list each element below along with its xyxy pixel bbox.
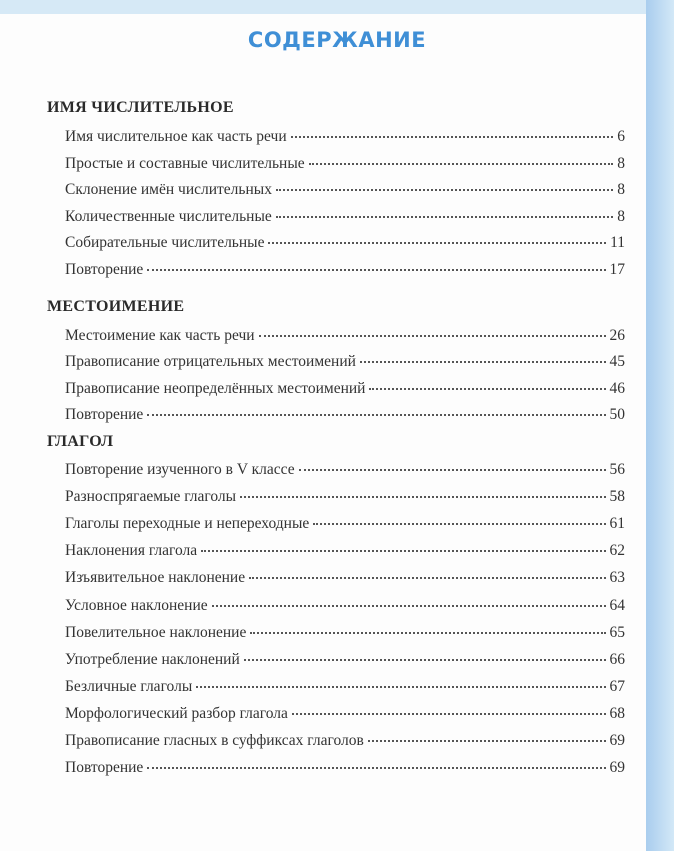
toc-entry[interactable] — [65, 677, 625, 697]
dot-leader — [299, 469, 606, 471]
entry-title: Употребление наклонений — [65, 650, 240, 668]
page-number: 17 — [609, 261, 625, 278]
toc-entry[interactable] — [65, 379, 625, 399]
section-heading: МЕСТОИМЕНИЕ — [47, 298, 185, 315]
page-number: 50 — [609, 406, 625, 424]
entry-title: Безличные глаголы — [65, 677, 193, 695]
entry-title: Местоимение как часть речи — [65, 327, 255, 344]
page-number: 8 — [617, 154, 625, 172]
page-number: 6 — [617, 128, 625, 145]
entry-title: Количественные числительные — [65, 207, 272, 225]
toc-entry[interactable] — [65, 568, 625, 588]
page-number: 8 — [617, 207, 625, 225]
toc-entry[interactable] — [65, 127, 625, 147]
page-number: 45 — [609, 353, 625, 371]
dot-leader — [201, 550, 605, 552]
toc-entry[interactable] — [65, 758, 625, 778]
toc-entry[interactable] — [65, 623, 625, 643]
entry-title: Правописание неопределённых местоимений — [65, 379, 366, 397]
dot-leader — [369, 388, 605, 390]
page-number: 69 — [609, 732, 625, 749]
entry-title: Повторение — [65, 261, 144, 278]
toc-entry[interactable] — [65, 541, 625, 561]
page-number: 11 — [610, 234, 625, 252]
toc-entry[interactable] — [65, 460, 625, 480]
entry-title: Повторение изученного в V классе — [65, 461, 295, 478]
toc-entry[interactable] — [65, 704, 625, 724]
toc-entry[interactable] — [65, 207, 625, 227]
dot-leader — [313, 523, 605, 525]
entry-title: Правописание гласных в суффиксах глаголов — [65, 732, 364, 749]
toc-entry[interactable] — [65, 352, 625, 372]
entry-title: Наклонения глагола — [65, 542, 198, 560]
entry-title: Собирательные числительные — [65, 234, 265, 252]
entry-title: Простые и составные числительные — [65, 154, 305, 172]
dot-leader — [244, 659, 606, 661]
page-number: 62 — [609, 542, 625, 560]
entry-title: Условное наклонение — [65, 596, 208, 614]
entry-title: Повторение — [65, 406, 144, 424]
toc-entry[interactable] — [65, 233, 625, 253]
page-number: 64 — [609, 596, 625, 614]
toc-entry[interactable] — [65, 326, 625, 346]
page-number: 58 — [609, 488, 625, 506]
entry-title: Повторение — [65, 759, 144, 777]
entry-title: Правописание отрицательных местоимений — [65, 353, 356, 371]
page-edge-decoration — [646, 0, 674, 851]
toc-entry[interactable] — [65, 487, 625, 507]
page-number: 8 — [617, 181, 625, 199]
entry-title: Имя числительное как часть речи — [65, 128, 287, 145]
page-title: СОДЕРЖАНИЕ — [247, 28, 427, 52]
toc-entry[interactable] — [65, 650, 625, 670]
dot-leader — [268, 242, 606, 244]
dot-leader — [240, 496, 605, 498]
page-number: 61 — [609, 515, 625, 533]
entry-title: Повелительное наклонение — [65, 623, 247, 641]
entry-title: Разноспрягаемые глаголы — [65, 488, 237, 506]
dot-leader — [309, 163, 614, 165]
dot-leader — [250, 632, 605, 634]
dot-leader — [212, 605, 606, 607]
page-number: 67 — [609, 677, 625, 695]
toc-entry[interactable] — [65, 596, 625, 616]
dot-leader — [292, 713, 606, 715]
section-heading: ИМЯ ЧИСЛИТЕЛЬНОЕ — [47, 99, 234, 116]
dot-leader — [360, 361, 606, 363]
page-number: 65 — [609, 623, 625, 641]
page-number: 26 — [609, 327, 625, 344]
dot-leader — [196, 686, 605, 688]
page-number: 69 — [609, 759, 625, 777]
dot-leader — [147, 269, 605, 271]
toc-entry[interactable] — [65, 260, 625, 280]
section-heading: ГЛАГОЛ — [47, 433, 114, 450]
entry-title: Морфологический разбор глагола — [65, 704, 288, 722]
dot-leader — [291, 136, 614, 138]
dot-leader — [147, 414, 605, 416]
dot-leader — [276, 216, 613, 218]
entry-title: Глаголы переходные и непереходные — [65, 515, 310, 533]
toc-entry[interactable] — [65, 514, 625, 534]
entry-title: Склонение имён числительных — [65, 181, 272, 199]
dot-leader — [147, 767, 605, 769]
page-number: 66 — [609, 650, 625, 668]
toc-entry[interactable] — [65, 180, 625, 200]
toc-entry[interactable] — [65, 731, 625, 751]
page-number: 63 — [609, 569, 625, 587]
dot-leader — [276, 189, 613, 191]
page-number: 56 — [609, 461, 625, 478]
toc-entry[interactable] — [65, 154, 625, 174]
dot-leader — [259, 335, 606, 337]
toc-entry[interactable] — [65, 405, 625, 425]
dot-leader — [368, 740, 606, 742]
dot-leader — [249, 577, 605, 579]
page-number: 46 — [609, 379, 625, 397]
entry-title: Изъявительное наклонение — [65, 569, 246, 587]
page-number: 68 — [609, 704, 625, 722]
